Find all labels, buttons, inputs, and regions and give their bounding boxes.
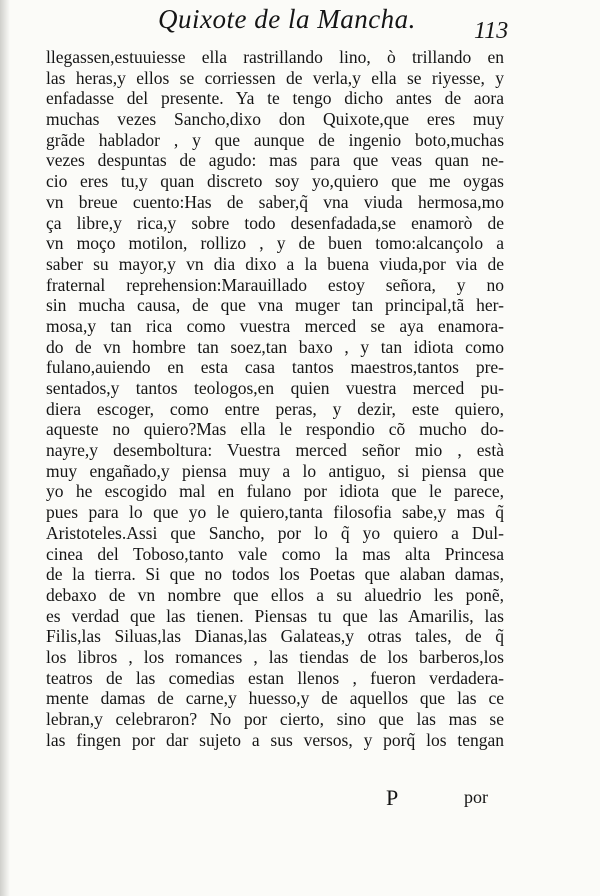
text-line: saber su mayor,y vn dia dixo a la buena viuda,por via de bbox=[46, 253, 504, 274]
text-line: yo he escogido mal en fulano por idiota que le parece, bbox=[46, 481, 504, 502]
text-line: grãde hablador , y que aunque de ingenio boto,muchas bbox=[46, 129, 504, 150]
gutter-shadow bbox=[0, 0, 10, 896]
text-line: cinea del Toboso,tanto vale como la mas alta Princesa bbox=[46, 543, 504, 564]
text-line: las fingen por dar sujeto a sus versos, y porq̃ los tengan bbox=[46, 729, 504, 750]
text-line: cio eres tu,y quan discreto soy yo,quiero que me oygas bbox=[46, 171, 504, 192]
text-line: diera escoger, como entre peras, y dezir, este quiero, bbox=[46, 398, 504, 419]
text-line: debaxo de vn nombre que ellos a su aluedrio les ponẽ, bbox=[46, 584, 504, 605]
page-header bbox=[0, 4, 600, 44]
text-line: Filis,las Siluas,las Dianas,las Galateas,y otras tales, de q̃ bbox=[46, 626, 504, 647]
text-line: nayre,y desemboltura: Vuestra merced señor mio , està bbox=[46, 440, 504, 461]
text-line: vn breue cuento:Has de saber,q̃ vna viuda hermosa,mo bbox=[46, 191, 504, 212]
text-line: lebran,y celebraron? No por cierto, sino que las mas se bbox=[46, 709, 504, 729]
signature-mark: P bbox=[386, 785, 399, 810]
body-text bbox=[46, 47, 504, 750]
page-footer bbox=[0, 785, 600, 815]
text-line: do de vn hombre tan soez,tan baxo , y tan idiota como bbox=[46, 336, 504, 357]
text-line: los libros , los romances , las tiendas de los barberos,los bbox=[46, 646, 504, 667]
text-line: Aristoteles.Assi que Sancho, por lo q̃ yo quiero a Dul- bbox=[46, 522, 504, 543]
text-line: ça libre,y rica,y sobre todo desenfadada,se enamorò de bbox=[46, 212, 504, 233]
text-line: fraternal reprehension:Marauillado estoy señora, y no bbox=[46, 274, 504, 295]
text-line: mente damas de carne,y huesso,y de aquellos que las ce bbox=[46, 688, 504, 709]
text-line: las heras,y ellos se corriessen de verla,y ella se riyesse, y bbox=[46, 67, 504, 88]
page-number: 113 bbox=[474, 18, 509, 44]
text-line: de la tierra. Si que no todos los Poetas que alaban damas, bbox=[46, 564, 504, 585]
text-line: aqueste no quiero?Mas ella le respondio cõ mucho do- bbox=[46, 419, 504, 440]
catchword: por bbox=[464, 787, 488, 807]
text-line: enfadasse del presente. Ya te tengo dicho antes de aora bbox=[46, 88, 504, 109]
text-line: fulano,auiendo en esta casa tantos maestros,tantos pre- bbox=[46, 357, 504, 378]
text-line: muchas vezes Sancho,dixo don Quixote,que eres muy bbox=[46, 109, 504, 130]
text-line: mosa,y tan rica como vuestra merced se aya enamora- bbox=[46, 315, 504, 336]
text-line: sentados,y tantos teologos,en quien vuestra merced pu- bbox=[46, 378, 504, 398]
text-line: es verdad que las tienen. Piensas tu que las Amarilis, las bbox=[46, 605, 504, 626]
running-head: Quixote de la Mancha. bbox=[158, 4, 416, 34]
text-line: sin mucha causa, de que vna muger tan principal,tã her- bbox=[46, 295, 504, 316]
text-line: llegassen,estuuiesse ella rastrillando lino, ò trillando en bbox=[46, 47, 504, 67]
text-line: muy engañado,y piensa muy a lo antiguo, si piensa que bbox=[46, 460, 504, 481]
text-line: vn moço motilon, rollizo , y de buen tomo:alcançolo a bbox=[46, 233, 504, 254]
text-line: vezes despuntas de agudo: mas para que veas quan ne- bbox=[46, 150, 504, 171]
text-line: pues para lo que yo le quiero,tanta filosofia sabe,y mas q̃ bbox=[46, 502, 504, 523]
text-line: teatros de las comedias estan llenos , fueron verdadera- bbox=[46, 667, 504, 688]
